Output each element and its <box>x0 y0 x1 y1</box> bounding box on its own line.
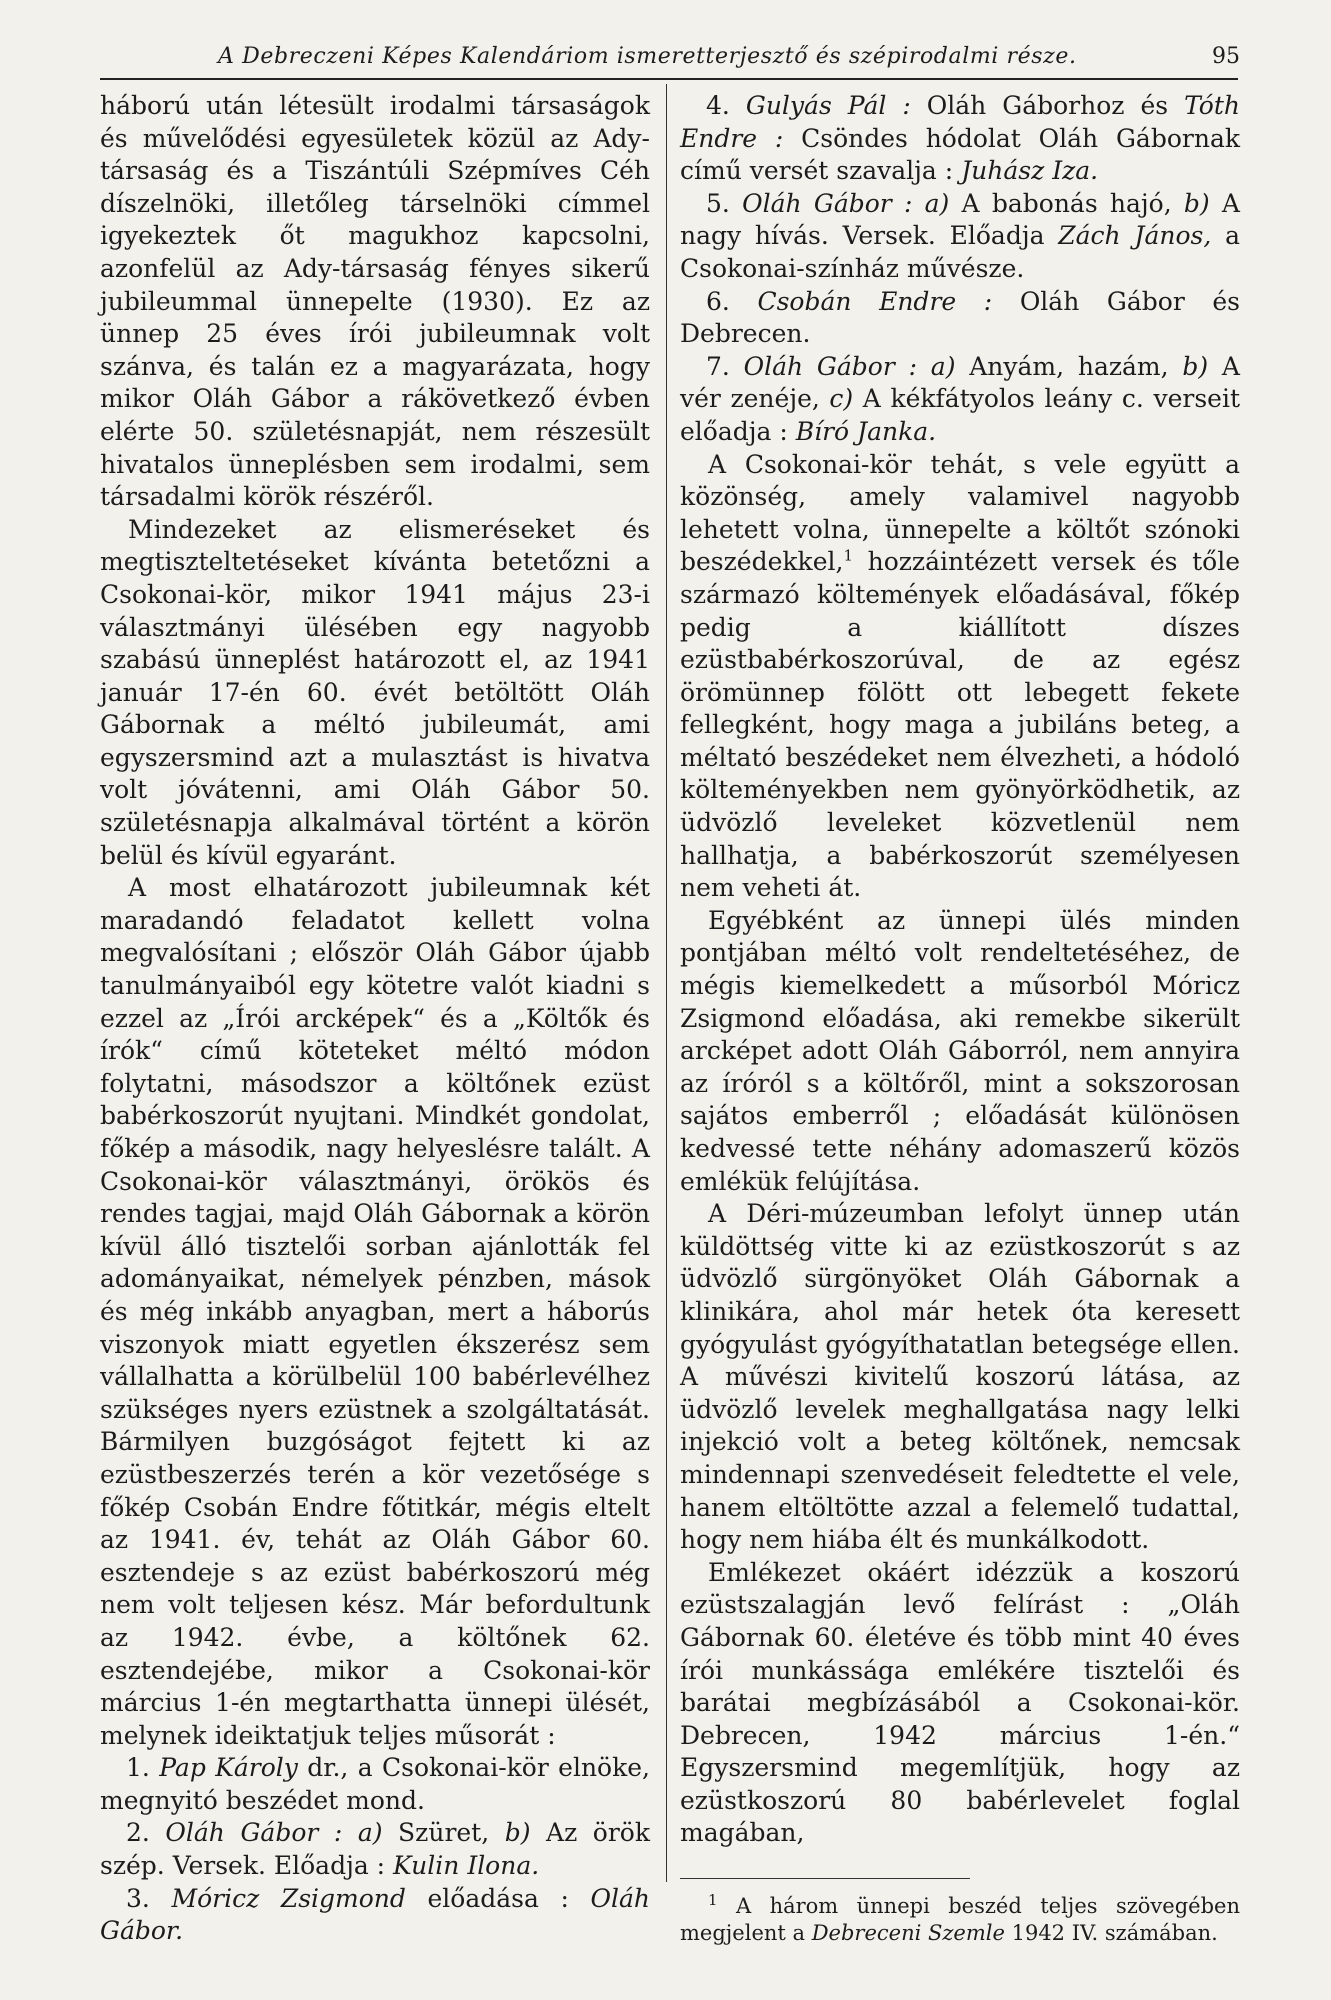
header-rule <box>100 78 1238 80</box>
footnote-reference[interactable]: 1 <box>843 546 853 565</box>
footnote-rule <box>680 1878 970 1879</box>
column-divider <box>666 84 667 1882</box>
program-name: Pap Károly <box>159 1753 298 1783</box>
program-text: Az örök szép. Versek. Előadja : <box>100 1818 650 1881</box>
program-name: Oláh Gábor : a) <box>742 188 950 218</box>
program-performer: Bíró Janka. <box>795 416 937 446</box>
program-name: b) <box>504 1818 531 1848</box>
program-name: Tóth Endre : <box>680 91 1240 153</box>
program-name: b) <box>1183 188 1210 218</box>
program-text: A vér zenéje, <box>680 351 1240 414</box>
program-performer: Zách János, <box>1058 221 1212 251</box>
program-performer: Kulin Ilona. <box>393 1851 540 1881</box>
running-header-title: A Debreczeni Képes Kalendáriom ismeretterjesztő és szépirodalmi része. <box>218 44 1077 69</box>
right-column <box>680 90 1240 1947</box>
program-item <box>680 286 1240 351</box>
footnote-journal: Debreceni Szemle <box>811 1921 1005 1946</box>
program-text: előadása : <box>405 1883 591 1913</box>
program-performer: Oláh Gábor. <box>100 1883 651 1946</box>
program-text: Szüret, <box>382 1818 505 1848</box>
program-item <box>680 188 1240 286</box>
program-text: Oláh Gábor és Debrecen. <box>680 286 1241 349</box>
program-text: Csöndes hódolat Oláh Gábornak című versét szavalja : <box>680 123 1240 186</box>
program-item <box>100 1817 650 1882</box>
program-text: a Csokonai-színház művésze. <box>680 221 1240 283</box>
program-name: Csobán Endre : <box>757 286 993 316</box>
program-number: 3. <box>126 1883 150 1913</box>
footnote-marker: 1 <box>708 1891 718 1910</box>
paragraph: Egyébként az ünnepi ülés minden pontjában méltó volt rendeltetéséhez, de mégis kiemelkedett a műsorból Móricz Zsigmond előadása, aki remekbe sikerült arcképet adott Oláh Gáborról, nem annyira az íróról s a költőről, mint a sokszorosan sajátos emberről ; előadását különösen kedvessé tette néhány adomaszerű közös emlékük felújítása. <box>680 905 1240 1196</box>
program-name: b) <box>1182 351 1209 381</box>
program-number: 7. <box>706 351 730 381</box>
program-number: 6. <box>706 286 730 316</box>
program-name: Móricz Zsigmond <box>171 1883 406 1913</box>
paragraph <box>680 449 1240 905</box>
program-name: c) <box>829 384 854 414</box>
program-item <box>680 351 1240 449</box>
program-name: Oláh Gábor : a) <box>743 351 956 381</box>
program-name: Gulyás Pál : <box>745 91 911 120</box>
program-text: A kékfátyolos leány c. verseit előadja : <box>680 384 1240 446</box>
program-text: Oláh Gáborhoz és <box>910 91 1185 120</box>
program-number: 5. <box>706 188 730 218</box>
paragraph: Emlékezet okáért idézzük a koszorú ezüstszalagján levő felírást : „Oláh Gábornak 60. életéve és több mint 40 éves írói munkássága emlékére tisztelői és barátai megbízásából a Csokonai-kör. Debrecen, 1942 március 1-én.“ Egyszersmind megemlítjük, hogy az ezüstkoszorú 80 babérlevelet foglal magában, <box>680 1557 1240 1848</box>
paragraph: háború után létesült irodalmi társaságok és művelődési egyesületek közül az Ady-társaság és a Tiszántúli Szépmíves Céh díszelnöki, illetőleg társelnöki címmel igyekeztek őt magukhoz kapcsolni, azonfelül az Ady-társaság fényes sikerű jubileummal ünnepelte (1930). Ez az ünnep 25 éves írói jubileumnak volt szánva, és talán ez a magyarázata, hogy mikor Oláh Gábor a rákövetkező évben elérte 50. születésnapját, nem részesült hivatalos ünneplésben sem irodalmi, sem társadalmi körök részéről. <box>100 91 650 512</box>
program-number: 1. <box>126 1753 150 1783</box>
program-number: 2. <box>126 1818 150 1848</box>
program-item <box>680 90 1240 188</box>
program-number: 4. <box>706 91 730 120</box>
page-number: 95 <box>1212 44 1240 69</box>
program-text: A babonás hajó, <box>949 188 1184 218</box>
program-name: Oláh Gábor : a) <box>165 1818 383 1848</box>
paragraph: Mindezeket az elismeréseket és megtiszteltetéseket kívánta betetőzni a Csokonai-kör, mikor 1941 május 23-i választmányi ülésében egy nagyobb szabású ünneplést határozott el, az 1941 január 17-én 60. évét betöltött Oláh Gábornak a méltó jubileumát, ami egyszersmind azt a mulasztást is hivatva volt jóvátenni, ami Oláh Gábor 50. születésnapja alkalmával történt a körön belül és kívül egyaránt. <box>100 514 650 870</box>
paragraph-text: hozzáintézett versek és tőle származó költemények előadásával, főkép pedig a kiállított díszes ezüstbabérkoszorúval, de az egész örömünnep fölött ott lebegett fekete fellegként, hogy maga a jubiláns beteg, a méltató beszédeket nem élvezheti, a hódoló költeményekben nem gyönyörködhetik, az üdvözlő leveleket közvetlenül nem hallhatja, a babérkoszorút személyesen nem veheti át. <box>680 547 1240 903</box>
running-header <box>100 40 1240 80</box>
left-column <box>100 90 650 1948</box>
paragraph-text: A Csokonai-kör tehát, s vele együtt a közönség, amely valamivel nagyobb lehetett volna, ünnepelte a költőt szónoki beszédekkel, <box>680 449 1240 577</box>
program-text: Anyám, hazám, <box>955 351 1183 381</box>
footnote <box>680 1893 1240 1947</box>
paragraph: A Déri-múzeumban lefolyt ünnep után küldöttség vitte ki az ezüstkoszorút s az üdvözlő sürgönyöket Oláh Gábornak a klinikára, ahol már hetek óta keresett gyógyulást gyógyíthatatlan betegsége ellen. A művészi kivitelű koszorú látása, az üdvözlő levelek meghallgatása nagy lelki injekció volt a beteg költőnek, nemcsak mindennapi szenvedéseit feledtette el vele, hanem eltöltötte azzal a felemelő tudattal, hogy nem hiába élt és munkálkodott. <box>680 1199 1240 1555</box>
footnote-text: 1942 IV. számában. <box>1004 1921 1218 1946</box>
program-text: dr., a Csokonai-kör elnöke, megnyitó beszédet mond. <box>100 1753 650 1815</box>
program-text: A nagy hívás. Versek. Előadja <box>680 188 1240 251</box>
program-item <box>100 1883 650 1948</box>
program-item <box>100 1752 650 1817</box>
program-performer: Juhász Iza. <box>961 156 1099 186</box>
paragraph: A most elhatározott jubileumnak két maradandó feladatot kellett volna megvalósítani ; először Oláh Gábor újabb tanulmányaiból egy kötetre valót kiadni s ezzel az „Írói arcképek“ és a „Költők és írók“ című köteteket méltó módon folytatni, másodszor a költőnek ezüst babérkoszorút nyujtani. Mindkét gondolat, főkép a második, nagy helyeslésre talált. A Csokonai-kör választmányi, örökös és rendes tagjai, majd Oláh Gábornak a körön kívül álló tisztelői sorban ajánlották fel adományaikat, némelyek pénzben, mások és még inkább anyagban, mert a háborús viszonyok miatt egyetlen ékszerész sem vállalhatta a körülbelül 100 babérlevélhez szükséges nyers ezüstnek a szolgáltatását. Bármilyen buzgóságot fejtett ki az ezüstbeszerzés terén a kör vezetősége s főkép Csobán Endre főtitkár, mégis eltelt az 1941. év, tehát az Oláh Gábor 60. esztendeje s az ezüst babérkoszorú még nem volt teljesen kész. Már befordultunk az 1942. évbe, a költőnek 62. esztendejébe, mikor a Csokonai-kör március 1-én megtarthatta ünnepi ülését, melynek ideiktatjuk teljes műsorát : <box>100 873 650 1750</box>
footnote-text: A három ünnepi beszéd teljes szövegében megjelent a <box>680 1894 1240 1946</box>
